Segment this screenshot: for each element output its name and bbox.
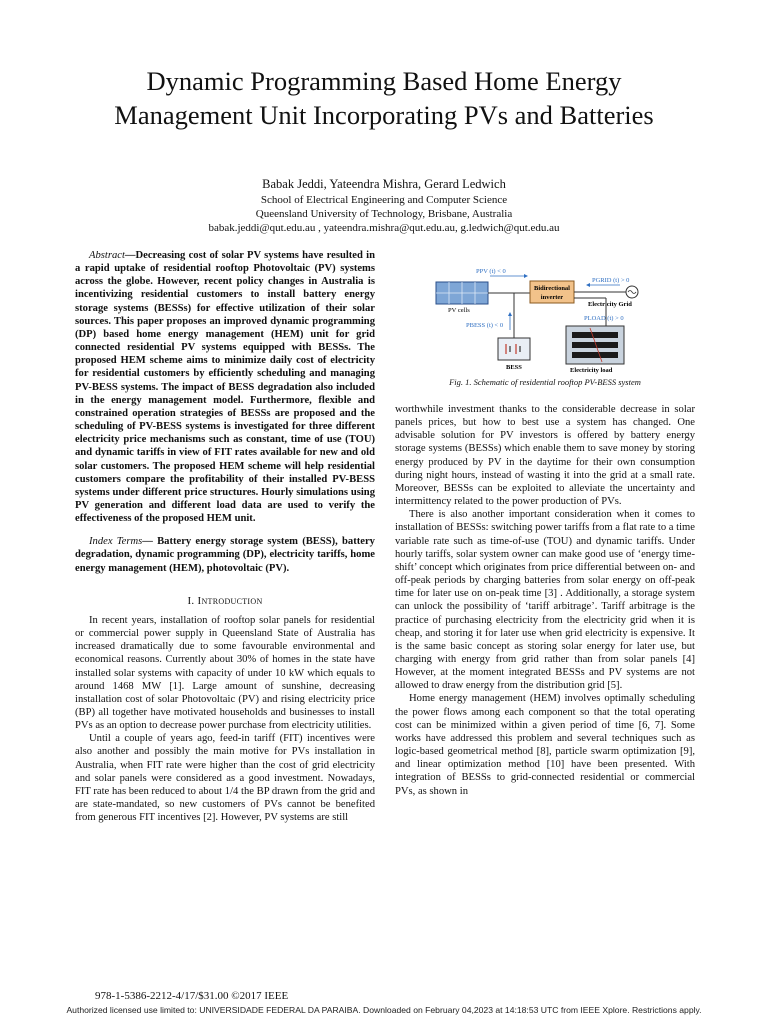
- figure-pv-bess-schematic: [430, 262, 662, 374]
- intro-paragraph-1: In recent years, installation of rooftop solar panels for residential or commercial power supply in Queensland State of Australia has increased dramatically due to some favourable environmental and economical reasons. Currently about 30% of homes in the state have installed solar systems with capacity of under 10 kW which equals to around 1468 MW [1]. Large amount of sunshine, decreasing installation cost of solar Photovoltaic (PV) and rising electricity price (BP) all together have motivated households and businesses to install PVs as an option to decrease power purchase from electricity utilities.: [75, 614, 375, 732]
- index-terms-lead: Index Terms: [89, 536, 143, 548]
- title-line-2: Management Unit Incorporating PVs and Batteries: [114, 100, 654, 130]
- title-line-1: Dynamic Programming Based Home Energy: [146, 66, 622, 96]
- inverter-label-1: Bidirectional: [534, 285, 570, 292]
- bess-label: BESS: [506, 364, 522, 371]
- author-list: Babak Jeddi, Yateendra Mishra, Gerard Ledwich: [262, 177, 506, 191]
- right-paragraph-2: There is also another important consideration when it comes to installation of BESSs: switching power tariffs from a flat rate to a time variable rate such as time-of-use (TOU) and dynamic tariffs. Under hourly tariffs, solar system owner can make good use of ‘energy time-shift’ concept which originates from price differential between on- and off-peak periods by charging batteries from solar energy on off-peak time for later use on on-peak time [3] . Additionally, a storage system can unlock the possibility of ‘tariff arbitrage’. Tariff arbitrage is the practice of purchasing electricity from the electricity grid when it is cheap, and storing it for later use when grid electricity is expensive. It is the same basic concept as storing solar energy for later use, but charging with energy from grid rather than from solar panels [4] However, at the moment integrated BESSs and PV systems are not allowed to draw energy from the distribution grid [5].: [395, 509, 695, 692]
- right-paragraph-1: worthwhile investment thanks to the considerable decrease in solar panels prices, but how to best use a system has changed. One advisable solution for PV investors is offered by battery energy storage systems (BESSs) which enable them to save money by storing energy produced by PV in the daytime for their own consumption during night hours, instead of wasting it into the grid at a small rate. Moreover, BESSs can be exploited to alleviate the uncertainty and intermittency related to the power production of PVs.: [395, 404, 695, 508]
- figure-caption: Fig. 1. Schematic of residential rooftop PV-BESS system: [449, 377, 641, 387]
- electricity-load-icon: [566, 326, 624, 364]
- battery-icon: [498, 338, 530, 360]
- abstract: [75, 249, 375, 525]
- index-terms-text: — Battery energy storage system (BESS), battery degradation, dynamic programming (DP), electricity tariffs, home energy management (HEM), photovoltaic (PV).: [75, 536, 375, 574]
- index-terms: [75, 535, 375, 574]
- pbess-label: PBESS (t) < 0: [466, 322, 504, 329]
- inverter-label-2: inverter: [540, 294, 564, 301]
- footer-copyright: 978-1-5386-2212-4/17/$31.00 ©2017 IEEE: [95, 990, 289, 1002]
- pv-cells-label: PV cells: [448, 307, 470, 314]
- electricity-load-label: Electricity load: [570, 367, 613, 374]
- affiliation-emails: babak.jeddi@qut.edu.au , yateendra.mishra@qut.edu.au, g.ledwich@qut.edu.au: [208, 222, 560, 234]
- right-column: [395, 403, 695, 798]
- electricity-grid-label: Electricity Grid: [588, 301, 632, 308]
- paper-title: [40, 64, 728, 132]
- ppv-label: PPV (t) < 0: [476, 268, 506, 275]
- license-notice: Authorized licensed use limited to: UNIVERSIDADE FEDERAL DA PARAIBA. Downloaded on February 04,2023 at 14:18:53 UTC from IEEE Xplore. Restrictions apply.: [66, 1005, 702, 1015]
- affiliation: [40, 193, 728, 235]
- right-paragraph-3: Home energy management (HEM) involves optimally scheduling the power flows among each component so that the total operating cost can be minimized within a given period of time [6, 7]. Some works have addressed this problem and several techniques such as logic-based geometrical method [8], particle swarm optimization [9], and linear optimization method [10] have been presented. With integration of BESSs to grid-connected residential or commercial PVs, as shown in: [395, 693, 695, 797]
- section-title: Introduction: [197, 594, 263, 607]
- section-heading-introduction: [75, 595, 375, 608]
- abstract-text: —Decreasing cost of solar PV systems have resulted in a rapid uptake of residential rooftop Photovoltaic (PV) systems across the globe. However, recent policy changes in Australia is incentivizing residential customers to install battery energy storage systems (BESSs) for effective utilization of their solar sources. This paper proposes an improved dynamic programming (DP) based home energy management (HEM) unit for grid connected residential PV systems equipped with BESSs. The proposed HEM scheme aims to minimize daily cost of electricity for residential customers by efficiently scheduling and managing PV-BESS systems. The impact of BESS degradation also included in the energy management model. Furthermore, flexible and constrained operation strategies of BESSs are proposed and the scheduling of PV-BESS systems is investigated for three different electricity price mechanisms such as constant, time of use (TOU) and dynamic tariffs in view of FIT rates available for new and old solar customers. The proposed HEM scheme will help residential customers compare the profitability of their installed PV-BESS systems under different price structures. Hourly simulations using PV generation and different load data are used to verify the effectiveness of the proposed HEM unit.: [75, 250, 375, 525]
- pload-label: PLOAD (t) > 0: [584, 315, 624, 322]
- affiliation-university: Queensland University of Technology, Brisbane, Australia: [255, 208, 513, 220]
- pgrid-label: PGRID (t) > 0: [592, 277, 630, 284]
- intro-paragraph-2: Until a couple of years ago, feed-in tariff (FIT) incentives were also another and possibly the main motive for PVs installation in Australia, when FIT rate were higher than the cost of grid electricity and solar panels were considered as a good investment. Nowadays, FIT rate has been reduced to about 1/4 the BP drawn from the grid and are state-mandated, so new customers of PVs cannot be benefited from generous FIT incentives [2]. However, PV systems are still: [75, 733, 375, 824]
- left-column: [75, 249, 375, 824]
- section-number: I.: [187, 594, 195, 607]
- abstract-lead: Abstract: [89, 250, 125, 261]
- grid-source-icon: [626, 286, 638, 298]
- pv-panel-icon: [436, 282, 488, 304]
- affiliation-school: School of Electrical Engineering and Computer Science: [260, 194, 508, 206]
